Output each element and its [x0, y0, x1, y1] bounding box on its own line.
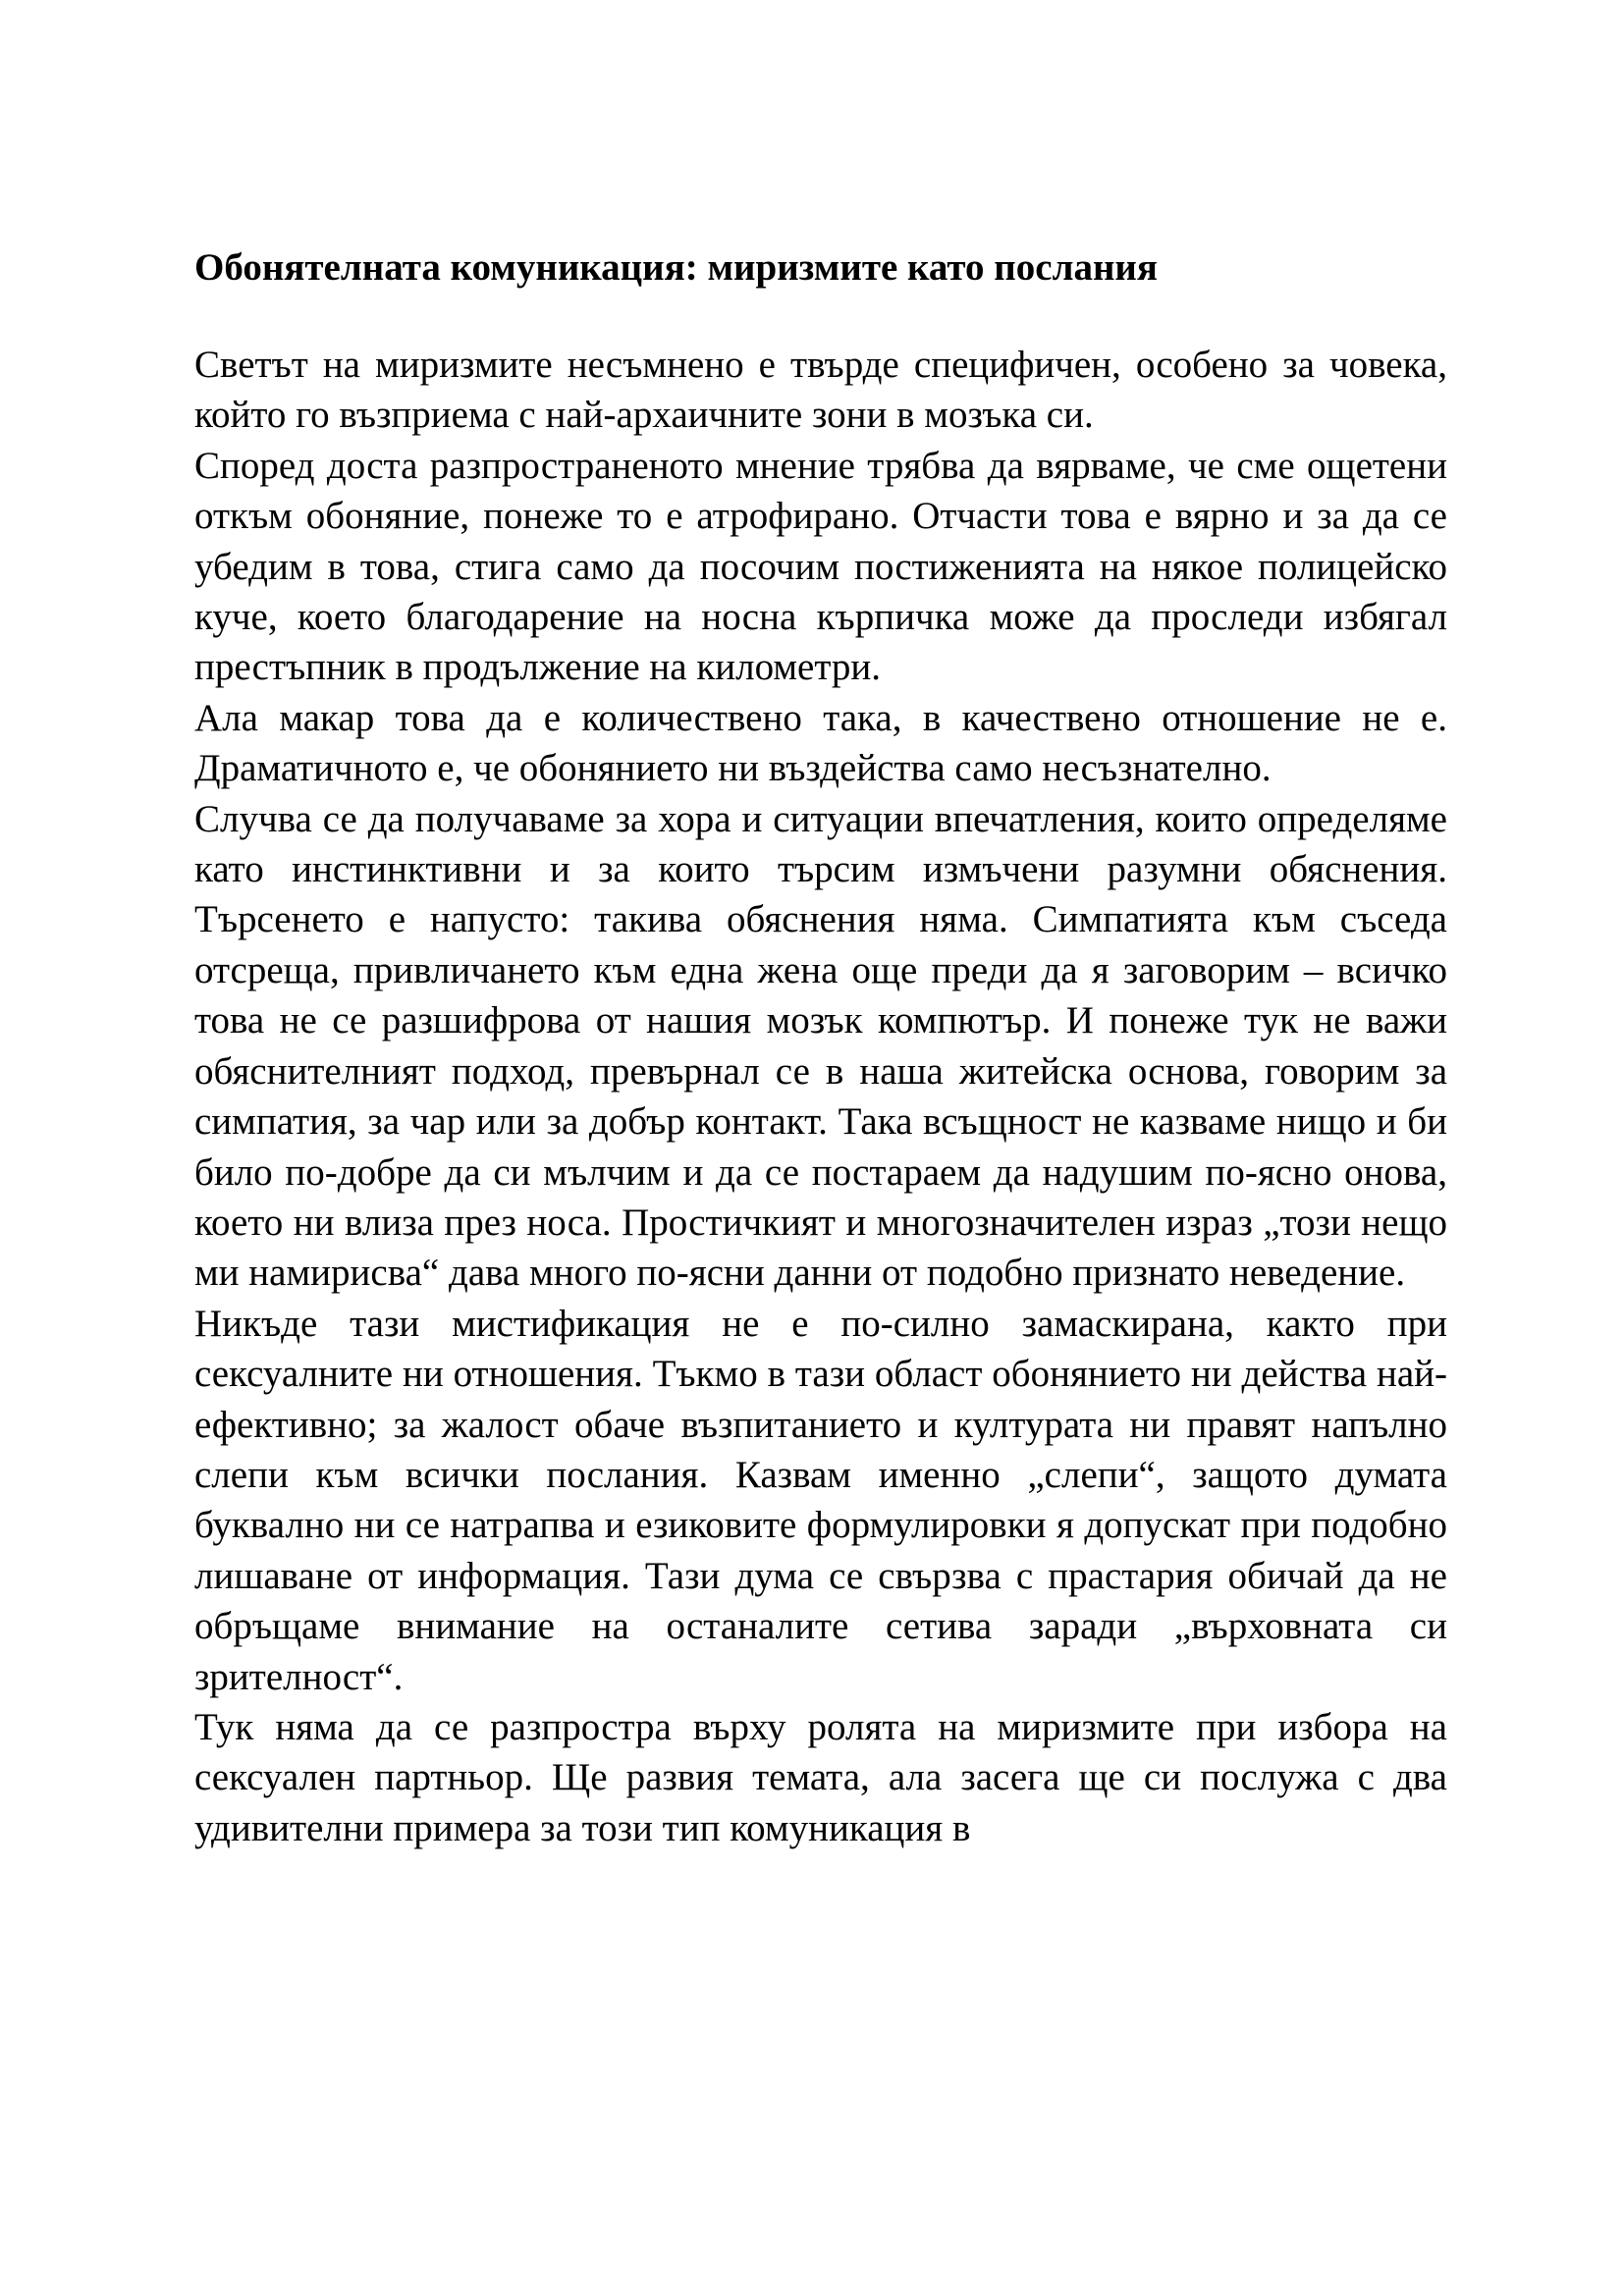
- document-title: Обонятелната комуникация: миризмите като послания: [194, 246, 1158, 289]
- paragraph: Според доста разпространеното мнение трябва да вярваме, че сме ощетени откъм обоняние, понеже то е атрофирано. Отчасти това е вярно и за да се убедим в това, стига само да посочим постиженията на някое полицейско куче, което благодарение на носна кърпичка може да проследи избягал престъпник в продължение на километри.: [194, 444, 1447, 689]
- document-body: [194, 243, 1447, 1853]
- paragraph: Тук няма да се разпростра върху ролята на миризмите при избора на сексуален партньор. Ще развия темата, ала засега ще си послужа с два удивителни примера за този тип комуникация в: [194, 1705, 1447, 1849]
- paragraph: Ала макар това да е количествено така, в качествено отношение не е. Драматичното е, че обонянието ни въздейства само несъзнателно.: [194, 696, 1447, 790]
- paragraph: Случва се да получаваме за хора и ситуации впечатления, които определяме като инстинктивни и за които търсим измъчени разумни обяснения. Търсенето е напусто: такива обяснения няма. Симпатията към съседа отсреща, привличането към една жена още преди да я заговорим – всичко това не се разшифрова от нашия мозък компютър. И понеже тук не важи обяснителният подход, превърнал се в наша житейска основа, говорим за симпатия, за чар или за добър контакт. Така всъщност не казваме нищо и би било по-добре да си мълчим и да се постараем да надушим по-ясно онова, което ни влиза през носа. Простичкият и многозначителен израз „този нещо ми намирисва“ дава много по-ясни данни от подобно признато неведение.: [194, 797, 1447, 1295]
- paragraph: Светът на миризмите несъмнено е твърде специфичен, особено за човека, който го възприема с най-архаичните зони в мозъка си.: [194, 344, 1447, 437]
- paragraph: Никъде тази мистификация не е по-силно замаскирана, както при сексуалните ни отношения. Тъкмо в тази област обонянието ни действа най-ефективно; за жалост обаче възпитанието и културата ни правят напълно слепи към всички послания. Казвам именно „слепи“, защото думата буквално ни се натрапва и езиковите формулировки я допускат при подобно лишаване от информация. Тази дума се свързва с прастария обичай да не обръщаме внимание на останалите сетива заради „върховната си зрителност“.: [194, 1302, 1447, 1698]
